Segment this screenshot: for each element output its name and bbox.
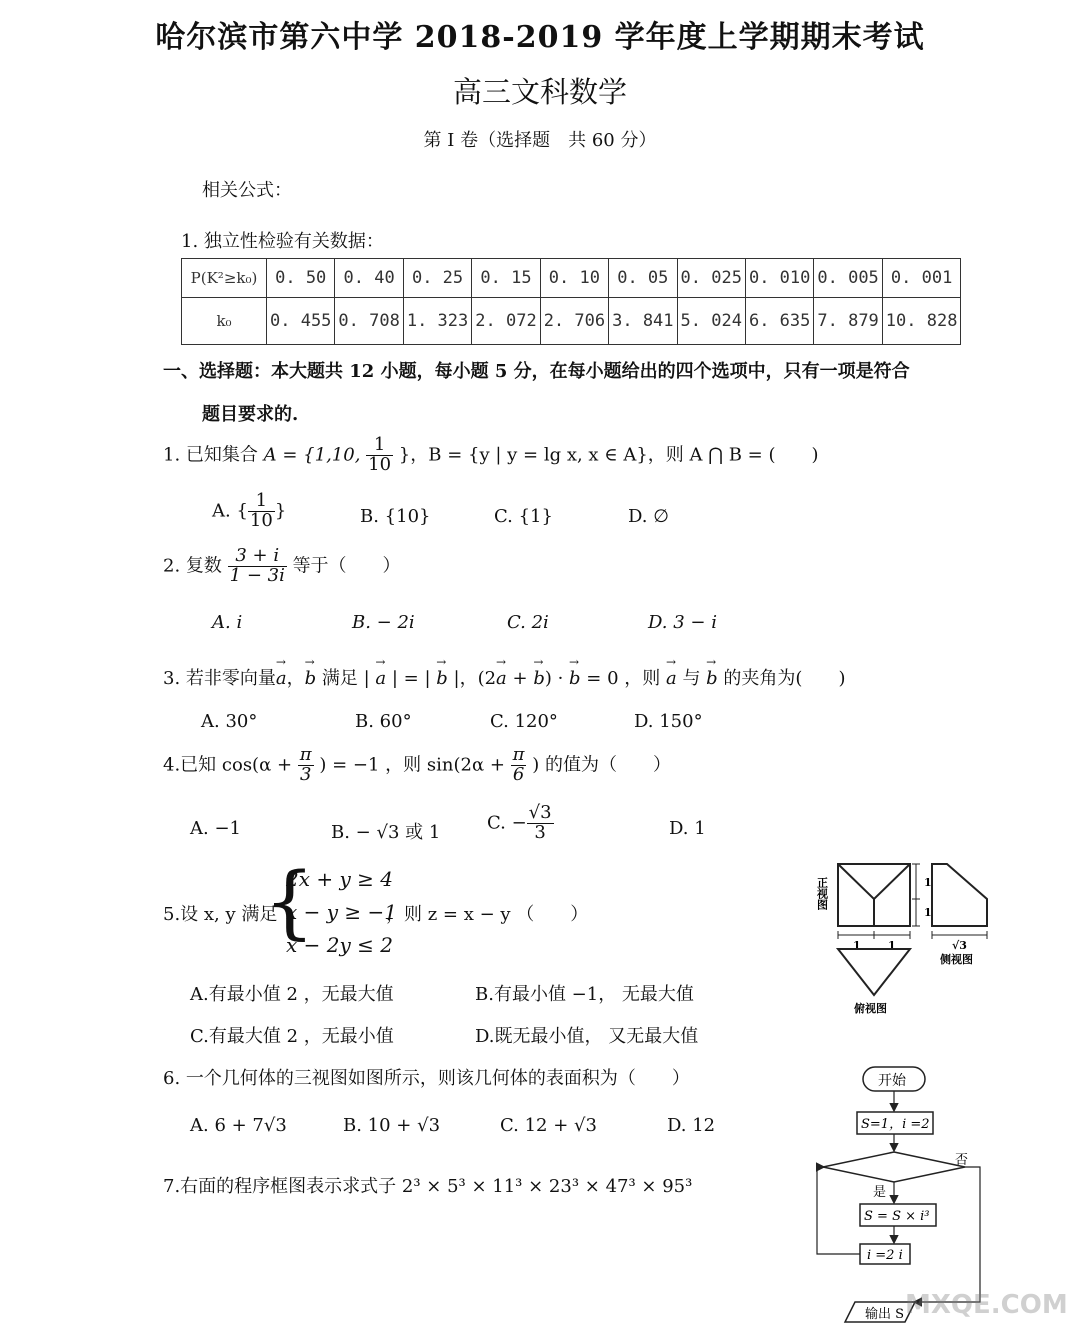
table-header-p: P(K²≥k₀) <box>182 259 267 298</box>
q6-option-a: A. 6 + 7√3 <box>190 1115 287 1136</box>
q1-opt-a-fraction <box>248 492 275 531</box>
q1-prefix: 1. 已知集合 <box>163 444 258 466</box>
table-cell: 0. 50 <box>267 259 335 298</box>
flow-no-label: 否 <box>955 1153 969 1168</box>
q2-den: 1 − 3i <box>229 564 285 586</box>
q4-option-b: B. − √3 或 1 <box>331 822 441 843</box>
q4-frac-1 <box>298 746 314 785</box>
front-view-v <box>838 864 910 899</box>
q1-frac-num: 1 <box>366 436 393 456</box>
q4-frac-2-den: 6 <box>512 763 525 785</box>
q5-brace: { <box>264 855 315 948</box>
watermark: MXQE.COM <box>905 1290 1068 1320</box>
table-cell: 6. 635 <box>745 298 813 345</box>
q3-prefix: 3. 若非零向量 <box>163 668 276 689</box>
q4-opt-c-fraction <box>527 804 554 843</box>
q3-vec-a-4: → a <box>666 668 677 689</box>
q4-frac-1-num: π <box>299 744 312 765</box>
q3-mid6: = 0 ，则 <box>580 668 666 689</box>
flow-update-s-label: S = S × i³ <box>864 1209 930 1224</box>
height-dim-2: 1 <box>924 906 932 919</box>
q5-ineq-3: x − 2y ≤ 2 <box>286 933 393 957</box>
q4-option-d: D. 1 <box>669 818 706 839</box>
q3-vec-a-2: → a <box>375 668 386 689</box>
q2-option-b: B. − 2i <box>352 612 415 633</box>
width-dim-2: 1 <box>888 939 896 952</box>
q5-option-c: C.有最大值 2 ，无最小值 <box>190 1026 394 1047</box>
table-cell: 0. 001 <box>882 259 961 298</box>
q4-option-a: A. −1 <box>190 818 241 839</box>
table-cell: 0. 025 <box>677 259 745 298</box>
q3-comma: ， <box>286 668 305 689</box>
q5-prefix: 5.设 x, y 满足 <box>163 904 278 925</box>
q1-opt-a-num: 1 <box>248 492 275 512</box>
three-view-diagram <box>810 855 1000 1025</box>
q3-option-d: D. 150° <box>634 711 703 732</box>
flow-init-label: S=1，i =2 <box>861 1117 930 1132</box>
q3-option-c: C. 120° <box>490 711 558 732</box>
course-title: 高三文科数学 <box>452 75 627 109</box>
table-cell: 5. 024 <box>677 298 745 345</box>
q3-vec-b: → b <box>305 668 317 689</box>
q3-mid1: 满足 | <box>316 668 376 689</box>
q2-fraction <box>228 547 287 586</box>
q4-frac-2-num: π <box>512 744 525 765</box>
side-view-shape <box>932 864 987 926</box>
question-7: 7.右面的程序框图表示求式子 2³ × 5³ × 11³ × 23³ × 47³ × 95³ <box>163 1176 693 1197</box>
question-1 <box>163 436 819 475</box>
q3-mid7: 与 <box>676 668 707 689</box>
q3-vec-b-4: → b <box>569 668 581 689</box>
q4-frac-2 <box>511 746 527 785</box>
q6-option-c: C. 12 + √3 <box>500 1115 597 1136</box>
q1-fraction <box>366 436 393 475</box>
q4-prefix: 4.已知 cos(α + <box>163 754 293 776</box>
width-dim-1: 1 <box>853 939 861 952</box>
question-4 <box>163 746 671 785</box>
q1-opt-a-label: A. { <box>212 500 248 522</box>
question-2 <box>163 547 401 586</box>
table-cell: 0. 15 <box>472 259 540 298</box>
q4-mid: ) = −1 ，则 sin(2α + <box>319 754 505 776</box>
q3-mid5: ) · <box>544 668 570 689</box>
question-6: 6. 一个几何体的三视图如图所示，则该几何体的表面积为（ ） <box>163 1068 690 1089</box>
q4-opt-c-num: √3 <box>528 802 552 823</box>
q1-option-a <box>212 492 286 531</box>
height-dim-1: 1 <box>924 876 932 889</box>
flow-yes-label: 是 <box>873 1185 887 1200</box>
q3-vec-b-2: → b <box>436 668 448 689</box>
table-cell: 0. 10 <box>540 259 608 298</box>
q5-suffix: ，则 z = x − y （ ） <box>386 904 589 925</box>
table-cell: 3. 841 <box>609 298 677 345</box>
exam-title: 哈尔滨市第六中学 2018-2019 学年度上学期期末考试 <box>155 20 925 55</box>
q3-vec-b-3: → b <box>533 668 545 689</box>
section-heading-line2: 题目要求的. <box>202 404 299 425</box>
top-view-triangle <box>838 949 910 995</box>
q5-option-a: A.有最小值 2 ，无最大值 <box>190 984 394 1005</box>
q5-ineq-2: x − y ≥ −1 <box>286 900 398 924</box>
q2-suffix: 等于（ ） <box>292 555 401 577</box>
table-cell: 10. 828 <box>882 298 961 345</box>
flow-start-label: 开始 <box>878 1073 906 1089</box>
q1-opt-a-end: } <box>274 500 287 522</box>
side-view-label: 侧视图 <box>940 953 973 966</box>
table-cell: 0. 708 <box>335 298 403 345</box>
q2-option-a: A. i <box>212 612 243 633</box>
table-cell: 0. 40 <box>335 259 403 298</box>
flow-output-label: 输出 S <box>865 1307 905 1322</box>
table-cell: 0. 005 <box>814 259 882 298</box>
q4-option-c <box>487 804 554 843</box>
q5-ineq-1: 2x + y ≥ 4 <box>286 867 393 891</box>
q3-suffix: 的夹角为( ) <box>717 668 846 689</box>
front-view-label: 正视图 <box>815 877 829 910</box>
flowchart <box>805 1062 1000 1324</box>
q5-option-d: D.既无最小值， 又无最大值 <box>475 1026 699 1047</box>
formula-heading: 相关公式： <box>202 180 292 201</box>
table-cell: 2. 706 <box>540 298 608 345</box>
side-dim-sqrt3: √3 <box>952 939 967 952</box>
table-cell: 0. 05 <box>609 259 677 298</box>
q2-prefix: 2. 复数 <box>163 555 222 577</box>
q2-option-d: D. 3 − i <box>648 612 717 633</box>
formula-item-1: 1. 独立性检验有关数据： <box>181 231 384 252</box>
q1-option-d: D. ∅ <box>628 506 669 527</box>
q3-mid2: | = | <box>386 668 437 689</box>
q3-mid3: |，(2 <box>447 668 497 689</box>
table-cell: 0. 010 <box>745 259 813 298</box>
q1-set-b: }，B = {y | y = lg x, x ∈ A}，则 A ⋂ B = ( ) <box>398 444 819 466</box>
q5-option-b: B.有最小值 −1， 无最大值 <box>475 984 694 1005</box>
table-cell: 0. 455 <box>267 298 335 345</box>
q1-frac-den: 10 <box>368 453 392 475</box>
flow-condition <box>823 1152 965 1182</box>
q3-option-a: A. 30° <box>201 711 258 732</box>
q1-option-b: B. {10} <box>360 506 431 527</box>
table-cell: 1. 323 <box>403 298 471 345</box>
q4-opt-c-pre: C. − <box>487 812 527 834</box>
table-cell: 7. 879 <box>814 298 882 345</box>
table-row-k <box>182 298 961 345</box>
table-row-p <box>182 259 961 298</box>
question-3 <box>163 664 845 690</box>
table-cell: 0. 25 <box>403 259 471 298</box>
flow-update-i-label: i =2 i <box>867 1248 903 1263</box>
q3-vec-a: → a <box>276 668 287 689</box>
q3-mid4: + <box>506 668 534 689</box>
independence-test-table <box>181 258 961 345</box>
q6-option-b: B. 10 + √3 <box>343 1115 441 1136</box>
q1-opt-a-den: 10 <box>249 509 273 531</box>
table-header-k: k₀ <box>182 298 267 345</box>
q1-option-c: C. {1} <box>494 506 553 527</box>
q3-vec-b-5: → b <box>706 668 718 689</box>
q6-option-d: D. 12 <box>667 1115 716 1136</box>
q3-vec-a-3: → a <box>496 668 507 689</box>
q2-option-c: C. 2i <box>507 612 549 633</box>
q3-option-b: B. 60° <box>355 711 412 732</box>
q4-opt-c-den: 3 <box>534 821 546 843</box>
q4-suffix: ) 的值为（ ） <box>532 754 671 776</box>
top-view-label: 俯视图 <box>854 1002 887 1015</box>
part-title: 第 I 卷（选择题 共 60 分） <box>423 130 657 151</box>
table-cell: 2. 072 <box>472 298 540 345</box>
q1-set-a: A = {1,10, <box>263 444 361 466</box>
q4-frac-1-den: 3 <box>299 763 312 785</box>
q2-num: 3 + i <box>228 547 287 567</box>
section-heading-line1: 一、选择题：本大题共 12 小题，每小题 5 分，在每小题给出的四个选项中，只有一项是符合 <box>163 361 910 382</box>
